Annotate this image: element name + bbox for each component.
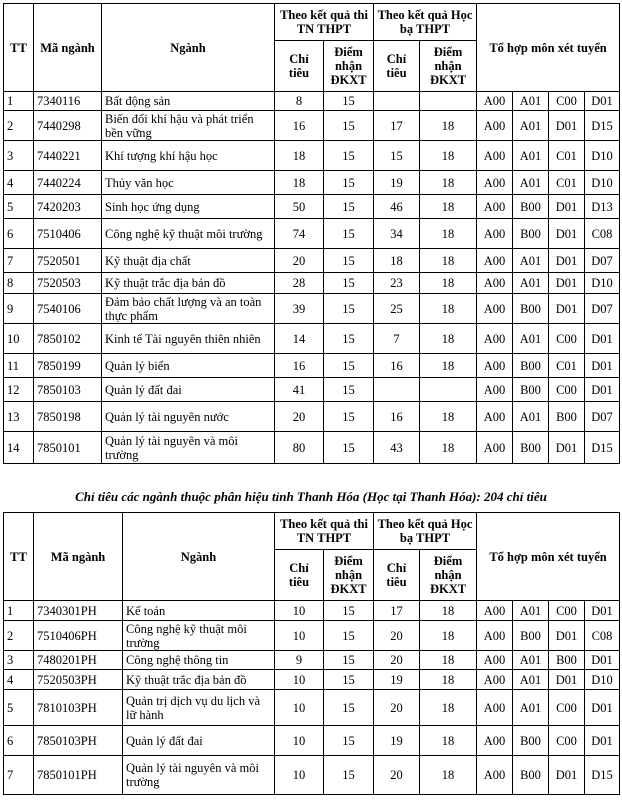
cell-tt: 1 xyxy=(4,92,34,111)
table-row xyxy=(4,651,620,670)
header-row-1 xyxy=(4,4,620,41)
cell-to-hop: A00 xyxy=(477,756,513,795)
cell-tt: 12 xyxy=(4,378,34,402)
cell-chi-tieu-thpt: 20 xyxy=(275,402,324,432)
cell-diem-hocba: 18 xyxy=(420,756,477,795)
cell-to-hop: D01 xyxy=(549,670,585,690)
cell-ma-nganh: 7520501 xyxy=(34,249,102,273)
col-header-to-hop: Tổ hợp môn xét tuyển xyxy=(477,4,620,92)
cell-tt: 4 xyxy=(4,670,34,690)
cell-diem-thpt: 15 xyxy=(324,432,374,464)
cell-diem-hocba: 18 xyxy=(420,273,477,294)
cell-to-hop: C00 xyxy=(549,601,585,621)
cell-to-hop: A00 xyxy=(477,111,513,141)
cell-nganh: Sinh học ứng dụng xyxy=(102,195,275,219)
table-row xyxy=(4,402,620,432)
cell-diem-hocba: 18 xyxy=(420,402,477,432)
cell-diem-thpt: 15 xyxy=(324,273,374,294)
table-row xyxy=(4,141,620,171)
col-header-to-hop: Tổ hợp môn xét tuyển xyxy=(477,513,620,601)
cell-to-hop: C08 xyxy=(585,219,620,249)
cell-diem-thpt: 15 xyxy=(324,141,374,171)
cell-to-hop: D10 xyxy=(585,141,620,171)
cell-chi-tieu-thpt: 16 xyxy=(275,111,324,141)
cell-to-hop: B00 xyxy=(549,402,585,432)
table-body-main xyxy=(4,92,620,464)
cell-to-hop: A00 xyxy=(477,690,513,726)
cell-ma-nganh: 7340301PH xyxy=(34,601,123,621)
cell-ma-nganh: 7520503PH xyxy=(34,670,123,690)
cell-diem-thpt: 15 xyxy=(324,171,374,195)
cell-diem-hocba: 18 xyxy=(420,690,477,726)
cell-to-hop: A00 xyxy=(477,402,513,432)
cell-to-hop: B00 xyxy=(549,651,585,670)
col-header-diem-hocba: Điểm nhận ĐKXT xyxy=(420,550,477,601)
cell-to-hop: B00 xyxy=(513,294,549,324)
col-header-ma-nganh: Mã ngành xyxy=(34,513,123,601)
cell-diem-hocba: 18 xyxy=(420,141,477,171)
cell-to-hop: C00 xyxy=(549,92,585,111)
cell-diem-hocba: 18 xyxy=(420,651,477,670)
cell-tt: 7 xyxy=(4,249,34,273)
cell-nganh: Bất động sản xyxy=(102,92,275,111)
cell-nganh: Thủy văn học xyxy=(102,171,275,195)
cell-to-hop: C00 xyxy=(549,378,585,402)
cell-diem-thpt: 15 xyxy=(324,294,374,324)
col-header-diem-thpt: Điểm nhận ĐKXT xyxy=(324,41,374,92)
cell-ma-nganh: 7420203 xyxy=(34,195,102,219)
cell-tt: 9 xyxy=(4,294,34,324)
cell-chi-tieu-hocba: 20 xyxy=(374,621,420,651)
cell-nganh: Quản lý đất đai xyxy=(123,726,275,756)
cell-ma-nganh: 7480201PH xyxy=(34,651,123,670)
cell-ma-nganh: 7510406 xyxy=(34,219,102,249)
cell-tt: 13 xyxy=(4,402,34,432)
table-row xyxy=(4,378,620,402)
cell-to-hop: B00 xyxy=(513,726,549,756)
cell-diem-hocba: 18 xyxy=(420,171,477,195)
cell-chi-tieu-hocba xyxy=(374,92,420,111)
col-header-chi-tieu-thpt: Chỉ tiêu xyxy=(275,550,324,601)
col-header-nganh: Ngành xyxy=(123,513,275,601)
table-row xyxy=(4,670,620,690)
cell-diem-thpt: 15 xyxy=(324,92,374,111)
col-header-chi-tieu-hocba: Chỉ tiêu xyxy=(374,41,420,92)
cell-to-hop: D01 xyxy=(585,651,620,670)
cell-chi-tieu-hocba: 23 xyxy=(374,273,420,294)
cell-to-hop: D01 xyxy=(549,219,585,249)
cell-to-hop: A00 xyxy=(477,354,513,378)
cell-tt: 7 xyxy=(4,756,34,795)
cell-diem-thpt: 15 xyxy=(324,670,374,690)
cell-to-hop: D15 xyxy=(585,756,620,795)
cell-to-hop: A01 xyxy=(513,249,549,273)
cell-to-hop: A01 xyxy=(513,690,549,726)
cell-to-hop: D01 xyxy=(549,294,585,324)
cell-diem-hocba: 18 xyxy=(420,670,477,690)
cell-diem-hocba: 18 xyxy=(420,726,477,756)
cell-diem-thpt: 15 xyxy=(324,219,374,249)
cell-chi-tieu-thpt: 10 xyxy=(275,621,324,651)
cell-to-hop: A00 xyxy=(477,670,513,690)
cell-to-hop: D10 xyxy=(585,670,620,690)
cell-diem-thpt: 15 xyxy=(324,621,374,651)
cell-nganh: Quản lý tài nguyên và môi trường xyxy=(102,432,275,464)
cell-diem-hocba xyxy=(420,378,477,402)
cell-to-hop: A00 xyxy=(477,621,513,651)
cell-to-hop: A01 xyxy=(513,141,549,171)
cell-diem-hocba: 18 xyxy=(420,324,477,354)
cell-chi-tieu-hocba: 16 xyxy=(374,402,420,432)
cell-to-hop: D01 xyxy=(585,324,620,354)
cell-nganh: Kỹ thuật trắc địa bản đồ xyxy=(123,670,275,690)
cell-tt: 11 xyxy=(4,354,34,378)
cell-nganh: Quản lý tài nguyên và môi trường xyxy=(123,756,275,795)
col-group-thpt: Theo kết quả thi TN THPT xyxy=(275,513,374,550)
cell-nganh: Công nghệ kỹ thuật môi trường xyxy=(102,219,275,249)
cell-ma-nganh: 7850198 xyxy=(34,402,102,432)
cell-to-hop: D07 xyxy=(585,294,620,324)
cell-to-hop: B00 xyxy=(513,432,549,464)
table-row xyxy=(4,171,620,195)
col-group-thpt: Theo kết quả thi TN THPT xyxy=(275,4,374,41)
cell-to-hop: A01 xyxy=(513,402,549,432)
cell-diem-hocba: 18 xyxy=(420,601,477,621)
cell-ma-nganh: 7850103 xyxy=(34,378,102,402)
cell-diem-thpt: 15 xyxy=(324,249,374,273)
cell-to-hop: C00 xyxy=(549,726,585,756)
cell-to-hop: A01 xyxy=(513,92,549,111)
col-header-diem-thpt: Điểm nhận ĐKXT xyxy=(324,550,374,601)
table-row xyxy=(4,111,620,141)
table-row xyxy=(4,195,620,219)
cell-to-hop: D01 xyxy=(585,601,620,621)
cell-diem-thpt: 15 xyxy=(324,378,374,402)
cell-diem-hocba: 18 xyxy=(420,621,477,651)
cell-chi-tieu-thpt: 9 xyxy=(275,651,324,670)
cell-to-hop: A00 xyxy=(477,249,513,273)
cell-ma-nganh: 7850101 xyxy=(34,432,102,464)
cell-chi-tieu-thpt: 14 xyxy=(275,324,324,354)
cell-ma-nganh: 7520503 xyxy=(34,273,102,294)
col-header-chi-tieu-thpt: Chỉ tiêu xyxy=(275,41,324,92)
cell-diem-thpt: 15 xyxy=(324,402,374,432)
table-row xyxy=(4,354,620,378)
cell-chi-tieu-thpt: 80 xyxy=(275,432,324,464)
col-header-tt: TT xyxy=(4,513,34,601)
cell-to-hop: C01 xyxy=(549,354,585,378)
cell-diem-thpt: 15 xyxy=(324,690,374,726)
cell-ma-nganh: 7440298 xyxy=(34,111,102,141)
cell-tt: 4 xyxy=(4,171,34,195)
cell-tt: 6 xyxy=(4,219,34,249)
cell-chi-tieu-hocba: 15 xyxy=(374,141,420,171)
cell-ma-nganh: 7510406PH xyxy=(34,621,123,651)
cell-to-hop: B00 xyxy=(513,219,549,249)
cell-chi-tieu-thpt: 41 xyxy=(275,378,324,402)
cell-to-hop: B00 xyxy=(513,354,549,378)
table-row xyxy=(4,294,620,324)
cell-ma-nganh: 7850101PH xyxy=(34,756,123,795)
cell-to-hop: A00 xyxy=(477,195,513,219)
cell-to-hop: C00 xyxy=(549,324,585,354)
cell-diem-hocba xyxy=(420,92,477,111)
cell-to-hop: D10 xyxy=(585,273,620,294)
table-row xyxy=(4,432,620,464)
cell-diem-hocba: 18 xyxy=(420,249,477,273)
cell-to-hop: D01 xyxy=(585,690,620,726)
cell-chi-tieu-thpt: 18 xyxy=(275,171,324,195)
cell-diem-hocba: 18 xyxy=(420,219,477,249)
col-header-chi-tieu-hocba: Chỉ tiêu xyxy=(374,550,420,601)
col-header-diem-hocba: Điểm nhận ĐKXT xyxy=(420,41,477,92)
cell-ma-nganh: 7440224 xyxy=(34,171,102,195)
cell-to-hop: A00 xyxy=(477,219,513,249)
table-row xyxy=(4,601,620,621)
cell-tt: 3 xyxy=(4,651,34,670)
cell-diem-hocba: 18 xyxy=(420,354,477,378)
cell-to-hop: A01 xyxy=(513,273,549,294)
cell-diem-hocba: 18 xyxy=(420,294,477,324)
cell-tt: 3 xyxy=(4,141,34,171)
cell-to-hop: A01 xyxy=(513,670,549,690)
cell-chi-tieu-thpt: 20 xyxy=(275,249,324,273)
admission-table-main xyxy=(3,3,620,464)
table-row xyxy=(4,249,620,273)
cell-to-hop: A00 xyxy=(477,378,513,402)
table-row xyxy=(4,756,620,795)
cell-to-hop: C01 xyxy=(549,141,585,171)
cell-chi-tieu-thpt: 10 xyxy=(275,601,324,621)
cell-tt: 10 xyxy=(4,324,34,354)
cell-chi-tieu-hocba: 20 xyxy=(374,651,420,670)
cell-to-hop: A00 xyxy=(477,273,513,294)
cell-to-hop: A00 xyxy=(477,171,513,195)
cell-to-hop: A00 xyxy=(477,601,513,621)
cell-chi-tieu-thpt: 10 xyxy=(275,670,324,690)
cell-tt: 2 xyxy=(4,621,34,651)
cell-diem-thpt: 15 xyxy=(324,324,374,354)
cell-diem-hocba: 18 xyxy=(420,432,477,464)
cell-to-hop: C01 xyxy=(549,171,585,195)
cell-chi-tieu-thpt: 39 xyxy=(275,294,324,324)
cell-nganh: Kế toán xyxy=(123,601,275,621)
table-row xyxy=(4,324,620,354)
cell-tt: 1 xyxy=(4,601,34,621)
cell-tt: 14 xyxy=(4,432,34,464)
cell-nganh: Khí tượng khí hậu học xyxy=(102,141,275,171)
cell-to-hop: D13 xyxy=(585,195,620,219)
cell-nganh: Quản trị dịch vụ du lịch và lữ hành xyxy=(123,690,275,726)
cell-chi-tieu-thpt: 10 xyxy=(275,756,324,795)
cell-to-hop: A01 xyxy=(513,171,549,195)
cell-chi-tieu-hocba: 34 xyxy=(374,219,420,249)
cell-to-hop: B00 xyxy=(513,378,549,402)
cell-nganh: Đảm bảo chất lượng và an toàn thực phẩm xyxy=(102,294,275,324)
cell-diem-thpt: 15 xyxy=(324,195,374,219)
cell-to-hop: A01 xyxy=(513,601,549,621)
cell-to-hop: D01 xyxy=(585,378,620,402)
cell-chi-tieu-hocba: 7 xyxy=(374,324,420,354)
cell-chi-tieu-thpt: 16 xyxy=(275,354,324,378)
cell-ma-nganh: 7850102 xyxy=(34,324,102,354)
cell-diem-thpt: 15 xyxy=(324,651,374,670)
cell-chi-tieu-thpt: 74 xyxy=(275,219,324,249)
table-row xyxy=(4,690,620,726)
cell-nganh: Kinh tế Tài nguyên thiên nhiên xyxy=(102,324,275,354)
cell-chi-tieu-hocba: 19 xyxy=(374,670,420,690)
cell-nganh: Công nghệ thông tin xyxy=(123,651,275,670)
cell-ma-nganh: 7850199 xyxy=(34,354,102,378)
cell-to-hop: A01 xyxy=(513,651,549,670)
cell-to-hop: C00 xyxy=(549,690,585,726)
cell-to-hop: D01 xyxy=(549,111,585,141)
cell-to-hop: D01 xyxy=(549,195,585,219)
col-group-hocba: Theo kết quả Học bạ THPT xyxy=(374,4,477,41)
cell-diem-thpt: 15 xyxy=(324,726,374,756)
col-group-hocba: Theo kết quả Học bạ THPT xyxy=(374,513,477,550)
cell-to-hop: A00 xyxy=(477,324,513,354)
branch-caption: Chỉ tiêu các ngành thuộc phân hiệu tỉnh Thanh Hóa (Học tại Thanh Hóa): 204 chỉ tiêu xyxy=(75,489,547,504)
cell-to-hop: A00 xyxy=(477,432,513,464)
cell-to-hop: A00 xyxy=(477,92,513,111)
cell-to-hop: D07 xyxy=(585,249,620,273)
cell-ma-nganh: 7850103PH xyxy=(34,726,123,756)
cell-chi-tieu-thpt: 18 xyxy=(275,141,324,171)
cell-chi-tieu-hocba: 19 xyxy=(374,171,420,195)
cell-tt: 6 xyxy=(4,726,34,756)
cell-to-hop: A01 xyxy=(513,324,549,354)
cell-to-hop: D10 xyxy=(585,171,620,195)
cell-to-hop: B00 xyxy=(513,621,549,651)
cell-to-hop: A01 xyxy=(513,111,549,141)
cell-tt: 2 xyxy=(4,111,34,141)
cell-chi-tieu-thpt: 8 xyxy=(275,92,324,111)
cell-chi-tieu-hocba: 20 xyxy=(374,690,420,726)
cell-chi-tieu-hocba: 17 xyxy=(374,601,420,621)
col-header-nganh: Ngành xyxy=(102,4,275,92)
cell-nganh: Công nghệ kỹ thuật môi trường xyxy=(123,621,275,651)
cell-chi-tieu-hocba: 18 xyxy=(374,249,420,273)
cell-diem-hocba: 18 xyxy=(420,111,477,141)
cell-chi-tieu-hocba: 17 xyxy=(374,111,420,141)
cell-diem-thpt: 15 xyxy=(324,111,374,141)
cell-to-hop: D07 xyxy=(585,402,620,432)
cell-chi-tieu-thpt: 28 xyxy=(275,273,324,294)
cell-diem-hocba: 18 xyxy=(420,195,477,219)
cell-to-hop: D01 xyxy=(549,756,585,795)
cell-to-hop: A00 xyxy=(477,651,513,670)
cell-nganh: Quản lý đất đai xyxy=(102,378,275,402)
cell-chi-tieu-hocba xyxy=(374,378,420,402)
cell-chi-tieu-thpt: 10 xyxy=(275,690,324,726)
cell-to-hop: D15 xyxy=(585,111,620,141)
col-header-tt: TT xyxy=(4,4,34,92)
cell-to-hop: D01 xyxy=(549,621,585,651)
cell-to-hop: A00 xyxy=(477,141,513,171)
cell-to-hop: B00 xyxy=(513,195,549,219)
cell-nganh: Quản lý tài nguyên nước xyxy=(102,402,275,432)
cell-diem-thpt: 15 xyxy=(324,756,374,795)
cell-tt: 8 xyxy=(4,273,34,294)
table-row xyxy=(4,621,620,651)
col-header-ma-nganh: Mã ngành xyxy=(34,4,102,92)
cell-tt: 5 xyxy=(4,195,34,219)
table-row xyxy=(4,219,620,249)
cell-to-hop: A00 xyxy=(477,726,513,756)
cell-ma-nganh: 7810103PH xyxy=(34,690,123,726)
cell-to-hop: D01 xyxy=(585,726,620,756)
cell-to-hop: B00 xyxy=(513,756,549,795)
cell-chi-tieu-thpt: 50 xyxy=(275,195,324,219)
cell-to-hop: A00 xyxy=(477,294,513,324)
cell-ma-nganh: 7340116 xyxy=(34,92,102,111)
cell-chi-tieu-hocba: 19 xyxy=(374,726,420,756)
cell-to-hop: D01 xyxy=(585,354,620,378)
cell-nganh: Kỹ thuật địa chất xyxy=(102,249,275,273)
cell-diem-thpt: 15 xyxy=(324,601,374,621)
cell-chi-tieu-hocba: 46 xyxy=(374,195,420,219)
cell-diem-thpt: 15 xyxy=(324,354,374,378)
cell-to-hop: D01 xyxy=(549,249,585,273)
cell-nganh: Kỹ thuật trắc địa bản đồ xyxy=(102,273,275,294)
cell-tt: 5 xyxy=(4,690,34,726)
cell-chi-tieu-hocba: 20 xyxy=(374,756,420,795)
table-row xyxy=(4,92,620,111)
cell-ma-nganh: 7440221 xyxy=(34,141,102,171)
cell-chi-tieu-thpt: 10 xyxy=(275,726,324,756)
cell-to-hop: D01 xyxy=(549,273,585,294)
cell-chi-tieu-hocba: 43 xyxy=(374,432,420,464)
cell-to-hop: D01 xyxy=(585,92,620,111)
table-row xyxy=(4,273,620,294)
cell-nganh: Biến đổi khí hậu và phát triển bền vững xyxy=(102,111,275,141)
cell-to-hop: D01 xyxy=(549,432,585,464)
cell-nganh: Quản lý biển xyxy=(102,354,275,378)
cell-to-hop: C08 xyxy=(585,621,620,651)
cell-chi-tieu-hocba: 16 xyxy=(374,354,420,378)
admission-table-thanh-hoa xyxy=(3,512,620,795)
table-body-thanh-hoa xyxy=(4,601,620,795)
cell-ma-nganh: 7540106 xyxy=(34,294,102,324)
cell-chi-tieu-hocba: 25 xyxy=(374,294,420,324)
cell-to-hop: D15 xyxy=(585,432,620,464)
table-row xyxy=(4,726,620,756)
header-row-1 xyxy=(4,513,620,550)
